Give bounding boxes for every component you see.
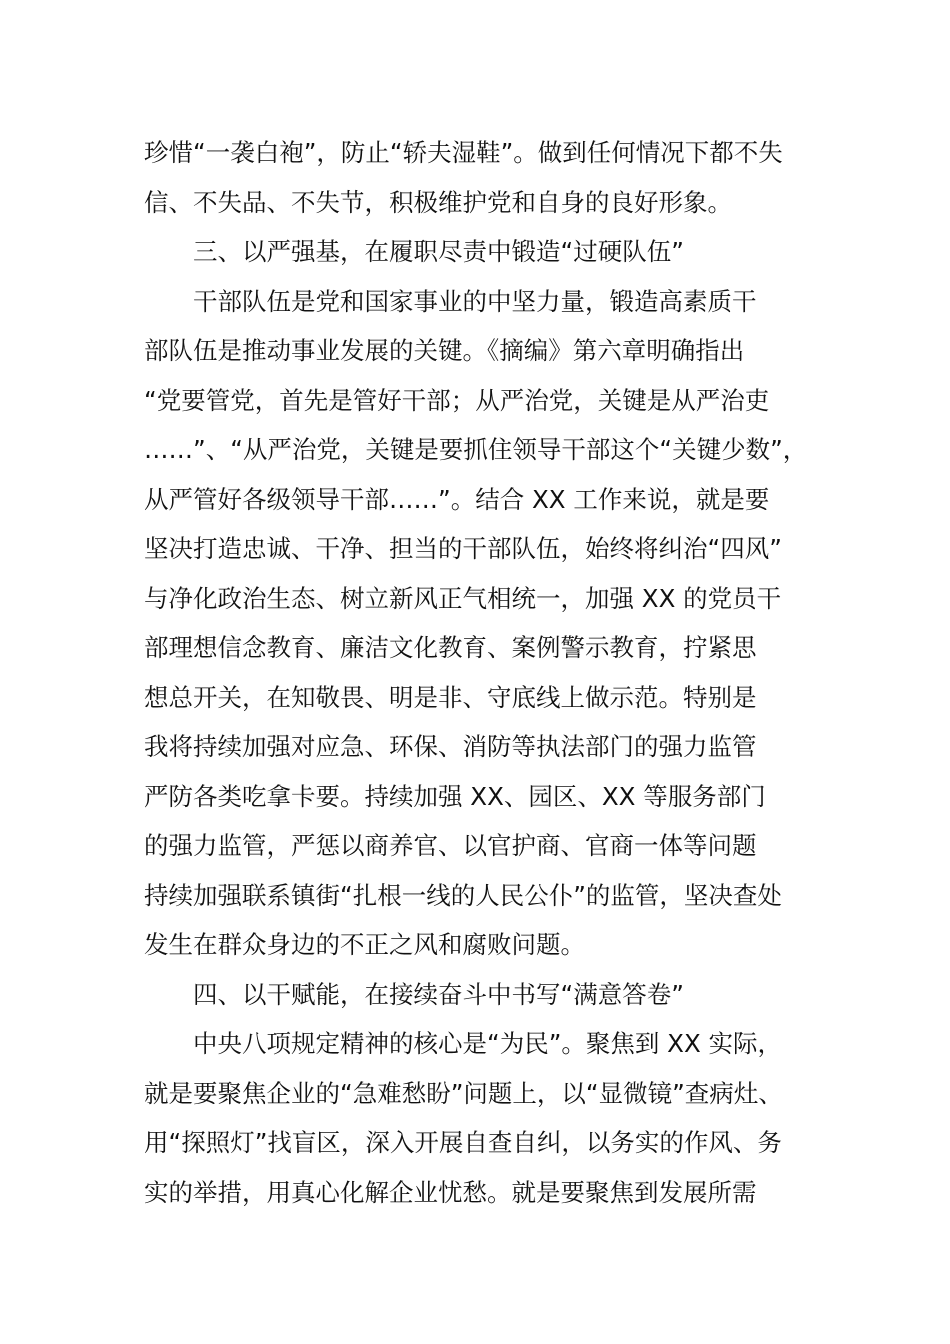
text-line: 部队伍是推动事业发展的关键。《摘编》第六章明确指出 (144, 336, 745, 365)
text-line: ……”、“从严治党，关键是要抓住领导干部这个“关键少数”， (144, 435, 808, 464)
text-line: 持续加强联系镇街“扎根一线的人民公仆”的监管，坚决查处 (144, 880, 782, 910)
text-line: 用“探照灯”找盲区，深入开展自查自纠，以务实的作风、务 (144, 1128, 782, 1157)
text-line: 珍惜“一袭白袍”，防止“轿夫湿鞋”。做到任何情况下都不失 (144, 138, 783, 167)
text-line: “党要管党，首先是管好干部；从严治党，关键是从严治吏 (144, 385, 770, 415)
text-line: 我将持续加强对应急、环保、消防等执法部门的强力监管 (144, 732, 757, 761)
text-line: 从严管好各级领导干部……”。结合 XX 工作来说，就是要 (144, 484, 770, 514)
text-line: 中央八项规定精神的核心是“为民”。聚焦到 XX 实际， (193, 1029, 783, 1058)
text-line: 严防各类吃拿卡要。持续加强 XX、园区、XX 等服务部门 (144, 781, 766, 811)
text-line: 实的举措，用真心化解企业忧愁。就是要聚焦到发展所需 (144, 1177, 757, 1207)
text-line: 部理想信念教育、廉洁文化教育、案例警示教育，拧紧思 (144, 633, 757, 662)
text-line: 信、不失品、不失节，积极维护党和自身的良好形象。 (144, 187, 732, 217)
text-line: 干部队伍是党和国家事业的中坚力量，锻造高素质干 (193, 286, 757, 316)
text-line: 想总开关，在知敬畏、明是非、守底线上做示范。特别是 (144, 682, 757, 712)
text-line: 发生在群众身边的不正之风和腐败问题。 (144, 930, 585, 959)
section-heading-3: 三、以严强基，在履职尽责中锻造“过硬队伍” (193, 237, 684, 266)
text-line: 的强力监管，严惩以商养官、以官护商、官商一体等问题 (144, 831, 757, 860)
text-line: 与净化政治生态、树立新风正气相统一，加强 XX 的党员干 (144, 583, 782, 613)
section-heading-4: 四、以干赋能，在接续奋斗中书写“满意答卷” (193, 979, 684, 1009)
text-line: 坚决打造忠诚、干净、担当的干部队伍，始终将纠治“四风” (144, 534, 782, 563)
document-body-text (144, 128, 809, 1217)
text-line: 就是要聚焦企业的“急难愁盼”问题上，以“显微镜”查病灶、 (144, 1078, 783, 1108)
